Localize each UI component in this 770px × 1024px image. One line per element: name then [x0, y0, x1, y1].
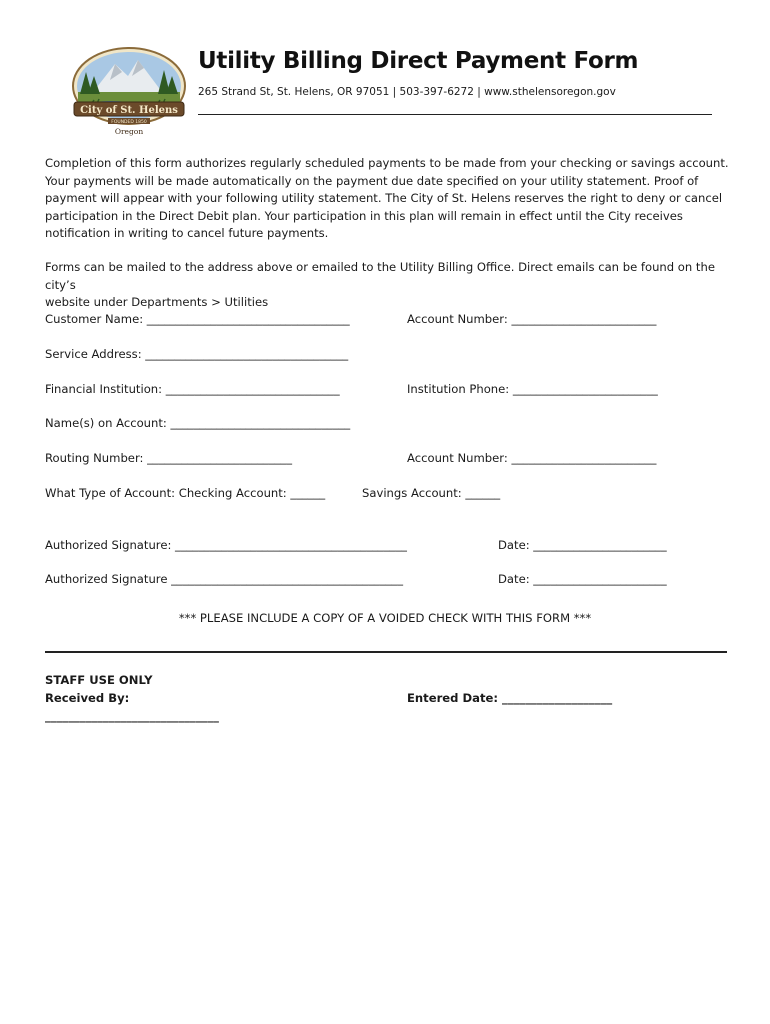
routing-number-field[interactable]: Routing Number: _________________________ — [45, 451, 293, 465]
authorization-paragraph — [45, 155, 735, 243]
paragraph-line: participation in the Direct Debit plan. Your participation in this plan will remain in effect until the City receives — [45, 208, 683, 223]
received-by-label: Received By: — [45, 691, 130, 705]
signature-date-field[interactable]: Date: _______________________ — [498, 538, 667, 552]
service-address-field[interactable]: Service Address: ___________________________________ — [45, 347, 349, 361]
institution-phone-field[interactable]: Institution Phone: _________________________ — [407, 382, 658, 396]
logo-state-text: Oregon — [114, 127, 144, 136]
names-on-account-field[interactable]: Name(s) on Account: _______________________________ — [45, 416, 351, 430]
paragraph-line: payment will appear with your following utility statement. The City of St. Helens reserves the right to deny or cancel — [45, 191, 723, 205]
voided-check-note: *** PLEASE INCLUDE A COPY OF A VOIDED CHECK WITH THIS FORM *** — [178, 611, 592, 625]
logo-founded-text: FOUNDED 1850 — [111, 120, 147, 125]
financial-institution-field[interactable]: Financial Institution: ______________________________ — [45, 382, 340, 396]
logo-city-text: City of St. Helens — [80, 105, 178, 116]
received-by-line[interactable]: ______________________________ — [45, 709, 219, 723]
staff-divider — [45, 651, 727, 653]
paragraph-line: website under Departments > Utilities — [45, 295, 269, 309]
customer-name-field[interactable]: Customer Name: ___________________________________ — [45, 312, 350, 326]
form-title: Utility Billing Direct Payment Form — [198, 48, 639, 74]
mailing-paragraph — [45, 259, 735, 312]
paragraph-line: Completion of this form authorizes regularly scheduled payments to be made from your checking or savings account. — [45, 156, 729, 170]
savings-account-field[interactable]: Savings Account: ______ — [362, 486, 501, 500]
entered-date-field[interactable]: Entered Date: ___________________ — [407, 691, 613, 705]
contact-line: 265 Strand St, St. Helens, OR 97051 | 503-397-6272 | www.sthelensoregon.gov — [198, 86, 616, 98]
bank-account-number-field[interactable]: Account Number: _________________________ — [407, 451, 657, 465]
paragraph-line: Forms can be mailed to the address above or emailed to the Utility Billing Office. Direct emails can be found on the city’s — [45, 260, 715, 292]
signature-date-field[interactable]: Date: _______________________ — [498, 572, 667, 586]
authorized-signature-field[interactable]: Authorized Signature ________________________________________ — [45, 572, 404, 586]
account-number-field[interactable]: Account Number: _________________________ — [407, 312, 657, 326]
paragraph-line: notification in writing to cancel future payments. — [45, 226, 329, 240]
city-logo — [70, 46, 188, 138]
city-seal-icon — [70, 46, 188, 138]
paragraph-line: Your payments will be made automatically on the payment due date specified on your utility statement. Proof of — [45, 173, 699, 188]
checking-account-field[interactable]: What Type of Account: Checking Account: ______ — [45, 486, 326, 500]
authorized-signature-field[interactable]: Authorized Signature: ________________________________________ — [45, 538, 407, 552]
header-divider — [198, 114, 712, 115]
staff-use-heading: STAFF USE ONLY — [45, 673, 153, 687]
